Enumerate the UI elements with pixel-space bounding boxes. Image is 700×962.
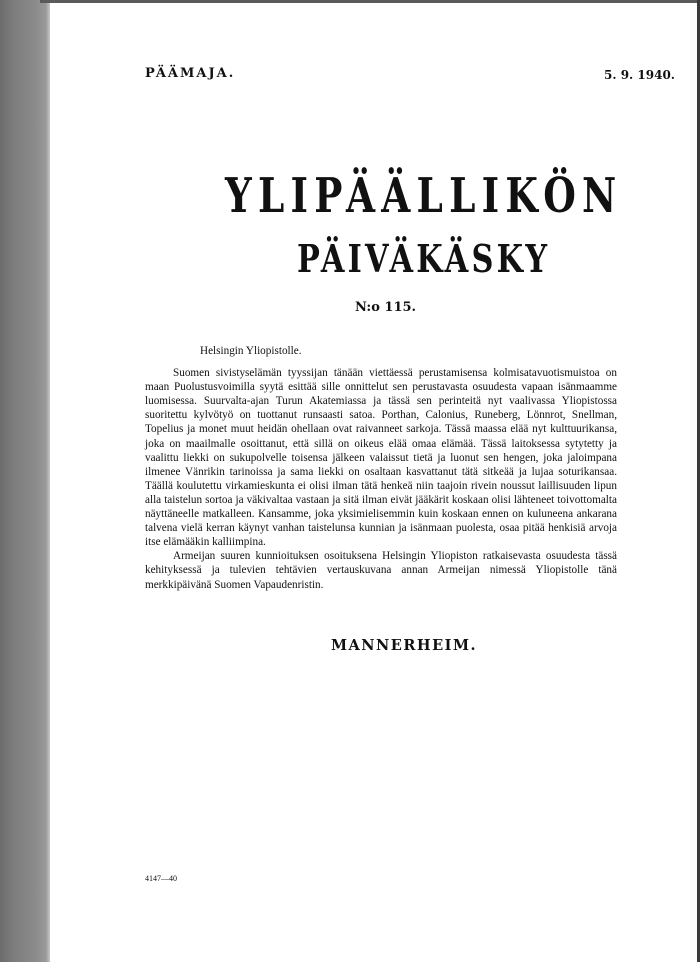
headquarters-label: PÄÄMAJA.	[145, 66, 236, 81]
order-body	[145, 344, 617, 592]
body-paragraph-1: Suomen sivistyselämän tyyssijan tänään viettäessä perustamisensa kolmisatavuotismuistoa on maan Puolustusvoimilla syytä esittää sille onnittelut sen perustavasta osuudesta vapaan isänmaamme luomisessa. Suurvalta-ajan Turun Akatemiassa ja tässä sen perinteitä nyt vaalivassa Yliopistossa suoritettu kylvötyö on tuottanut runsaasti satoa. Porthan, Calonius, Runeberg, Lönnrot, Snellman, Topelius ja monet muut heidän ohellaan ovat raivanneet sarkoja. Tässä maassa elää nyt kulttuurikansa, joka on maailmalle osoittanut, että sillä on oikeus elää omaa elämää. Tässä laitoksessa sytytetty ja vaalittu liekki on sukupolvelle toisensa jälkeen valaissut tietä ja luonut sen hengen, joka jaloimpana ilmenee Vänrikin tarinoissa ja sama liekki on osaltaan kasvattanut tätä sitkeää ja lujaa soturikansaa. Täällä koulutettu virkamieskunta ei olisi ilman tätä henkeä niin taajoin rivein noussut laillisuuden lipun alla taistelun sortoa ja väkivaltaa vastaan ja sitä ilman eivät jääkärit koskaan olisi lähteneet toivottomalta näyttäneelle matkalleen. Kansamme, joka yksimielisemmin kuin koskaan ennen on kuluneena ankarana talvena vielä kerran käynyt vanhan taistelunsa kunnian ja isänmaan puolesta, osaa pitää henkisiä arvoja itse elämääkin kalliimpina.	[145, 367, 617, 549]
document-date: 5. 9. 1940.	[604, 68, 675, 82]
print-code: 4147—40	[145, 874, 177, 883]
order-number: N:o 115.	[355, 300, 417, 315]
title-line-2: PÄIVÄKÄSKY	[297, 236, 551, 281]
scan-edge-top	[40, 0, 700, 3]
scan-shadow-left	[0, 0, 50, 962]
body-paragraph-2: Armeijan suuren kunnioituksen osoituksena Helsingin Yliopiston ratkaisevasta osuudesta tässä kehityksessä ja tulevien tehtävien vertauskuvana annan Armeijan nimessä Yliopistolle tänä merkkipäivänä Suomen Vapaudenristin.	[145, 550, 617, 591]
addressee: Helsingin Yliopistolle.	[200, 345, 302, 357]
signature: MANNERHEIM.	[331, 637, 478, 654]
title-line-1: YLIPÄÄLLIKÖN	[225, 168, 623, 224]
